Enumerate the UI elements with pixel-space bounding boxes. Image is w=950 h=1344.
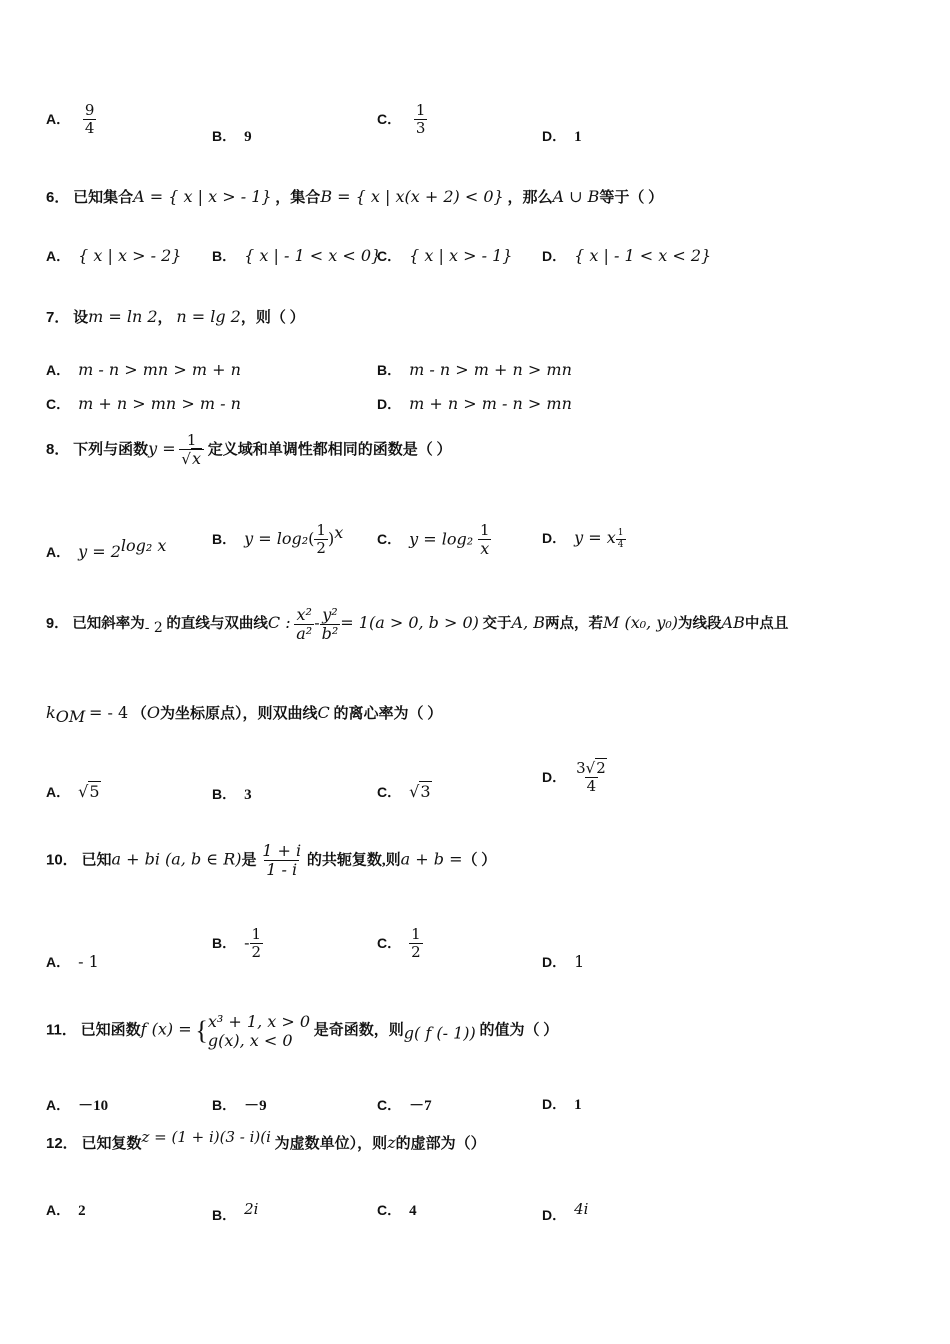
option-label: C．	[377, 934, 402, 951]
fraction: $\frac{1}{2}$	[251, 925, 262, 962]
option-label: D．	[542, 530, 567, 546]
option-value: －10	[78, 1098, 109, 1114]
question-text: 设	[73, 310, 89, 326]
q9-option-a[interactable]: A． √5	[46, 782, 100, 801]
q7-option-d[interactable]	[377, 394, 572, 414]
q10-option-a[interactable]	[46, 952, 99, 972]
piecewise: x³ + 1, x > 0 g(x), x < 0	[207, 1012, 311, 1050]
q8-option-c[interactable]	[377, 522, 491, 559]
option-label: B．	[212, 1207, 237, 1223]
math-sum: a + b =	[400, 849, 463, 869]
brace-icon: {	[195, 1016, 208, 1045]
math-subscript: OM	[55, 707, 86, 726]
math-midpoint: M (x₀, y₀)	[603, 613, 679, 633]
math-origin: O	[146, 703, 161, 722]
math-f: f (x) =	[140, 1019, 192, 1039]
exponent: log₂ x	[120, 536, 167, 555]
question-text: 是	[241, 852, 257, 869]
option-label: A．	[46, 1097, 71, 1113]
question-text: 为坐标原点），则双曲线	[160, 706, 318, 722]
option-label: C．	[377, 248, 402, 264]
q12-option-b[interactable]	[212, 1200, 258, 1225]
question-text: 定义域和单调性都相同的函数是（ ）	[207, 441, 452, 458]
question-number: 8．	[46, 440, 70, 458]
option-label: B．	[212, 128, 237, 144]
question-text: （	[131, 706, 147, 722]
math-points: A, B	[511, 613, 546, 633]
question-text: 已知函数	[80, 1022, 141, 1039]
option-label: C．	[46, 396, 71, 412]
q8-option-b[interactable]: B． y = log₂( $\frac{1}{2}$ )$^x$	[212, 521, 344, 558]
option-label: A．	[46, 362, 71, 378]
option-label: C．	[377, 784, 402, 800]
q6-option-c[interactable]	[377, 246, 512, 266]
exponent: x	[334, 522, 344, 542]
option-value: m - n > mn > m + n	[78, 360, 241, 379]
option-value: 2	[78, 1203, 86, 1219]
q10-option-b[interactable]	[212, 926, 263, 962]
question-text: 的虚部为（）	[395, 1136, 486, 1152]
question-text: 已知斜率为	[72, 616, 145, 633]
option-label: C．	[377, 1097, 402, 1113]
option-value: y = log₂	[409, 529, 474, 549]
option-value: 4	[409, 1203, 417, 1219]
math-c: C	[317, 703, 330, 722]
q6-option-b[interactable]	[212, 246, 381, 266]
option-label: C．	[377, 531, 402, 548]
q5-option-b[interactable]	[212, 126, 252, 146]
question-text: 的离心率为（ ）	[333, 706, 443, 722]
question-text: 已知	[81, 852, 112, 869]
question-text: （ ）	[462, 852, 497, 869]
fraction: $\frac{1}{3}$	[415, 101, 426, 138]
option-value: y = log₂	[244, 528, 309, 548]
math-composite: g( f (- 1))	[403, 1023, 476, 1043]
fraction: $\frac{1}{√x}$	[179, 432, 204, 469]
q6-option-a[interactable]	[46, 246, 181, 266]
option-label: D．	[542, 128, 567, 144]
q6-option-d[interactable]	[542, 246, 711, 266]
option-value: －7	[409, 1098, 432, 1114]
q12-option-c[interactable]	[377, 1200, 417, 1220]
option-value: 3	[420, 782, 431, 801]
option-value: { x | x > - 1}	[409, 246, 513, 265]
question-11	[46, 1012, 890, 1050]
option-value: 9	[244, 129, 252, 145]
question-text: 已知复数	[81, 1136, 142, 1152]
fraction: $\frac{1}{x}$	[479, 521, 490, 559]
option-value: 4i	[574, 1200, 589, 1218]
option-value: - 1	[78, 952, 99, 971]
option-value: y = 2	[78, 542, 121, 561]
option-label: A．	[46, 544, 71, 560]
question-number: 9．	[46, 616, 69, 633]
option-value: 1	[574, 1097, 582, 1113]
question-text: 两点，若	[545, 616, 604, 633]
question-text: ，集合	[275, 190, 321, 206]
q8-option-d[interactable]	[542, 528, 626, 550]
question-number: 7．	[46, 309, 70, 326]
option-label: D．	[542, 248, 567, 264]
option-value: { x | - 1 < x < 0}	[244, 246, 382, 265]
fraction: $\frac{\text{x²}}{\text{a²}}$	[296, 605, 313, 644]
math-union: A ∪ B	[552, 187, 600, 206]
option-label: B．	[212, 248, 237, 264]
option-label: B．	[377, 362, 402, 378]
option-label: A．	[46, 784, 71, 800]
option-label: D．	[542, 768, 567, 785]
option-label: A．	[46, 110, 71, 127]
option-value: m + n > m - n > mn	[409, 394, 572, 413]
math-k: k	[46, 703, 56, 722]
option-value: 3	[244, 787, 252, 803]
math-slope: - 2	[144, 620, 163, 637]
option-label: B．	[212, 934, 237, 951]
question-7	[46, 306, 890, 327]
fraction: $\frac{1}{2}$	[316, 521, 326, 558]
question-text: 交于	[482, 616, 512, 633]
question-text: 的值为（ ）	[479, 1022, 559, 1039]
math-value: = - 4	[88, 703, 129, 722]
question-8	[46, 432, 890, 469]
option-label: B．	[212, 1097, 237, 1113]
q9-option-b[interactable]	[212, 784, 252, 804]
math-set-b: B = { x | x(x + 2) < 0}	[320, 187, 504, 206]
option-label: B．	[212, 530, 237, 547]
question-text: 下列与函数	[73, 441, 149, 458]
q7-option-a[interactable]	[46, 360, 241, 380]
question-text: 的共轭复数,则	[306, 852, 401, 869]
question-12	[46, 1128, 890, 1153]
question-text: ，	[157, 310, 173, 326]
question-number: 12．	[46, 1135, 78, 1152]
q7-option-c[interactable]	[46, 394, 241, 414]
q11-option-b[interactable]	[212, 1094, 267, 1115]
q5-option-a[interactable]	[46, 102, 96, 138]
fraction: $\frac{9}{4}$	[84, 101, 95, 138]
math-set-a: A = { x | x > - 1}	[133, 187, 272, 206]
math-complex: a + bi (a, b ∈ R)	[111, 849, 242, 869]
option-value: 1	[574, 952, 585, 971]
math-n: n = lg 2	[176, 307, 241, 326]
option-label: C．	[377, 1202, 402, 1218]
question-10	[46, 842, 890, 880]
option-value: 1	[574, 129, 582, 145]
option-label: A．	[46, 1202, 71, 1218]
q11-option-c[interactable]	[377, 1094, 432, 1115]
option-value: －9	[244, 1098, 267, 1114]
option-value: { x | - 1 < x < 2}	[574, 246, 712, 265]
question-number: 10．	[46, 851, 78, 869]
question-6	[46, 186, 890, 207]
sqrt-radicand: x	[191, 449, 201, 469]
option-value: 5	[89, 782, 100, 801]
question-text: 等于（ ）	[599, 190, 664, 206]
question-number: 11．	[46, 1021, 77, 1039]
q9-option-d[interactable]	[542, 760, 609, 796]
fraction: $\frac{1 + i}{1 - i}$	[262, 841, 302, 880]
q12-option-d[interactable]	[542, 1200, 588, 1225]
math-segment: AB	[721, 613, 745, 633]
option-label: C．	[377, 110, 402, 127]
math-hyperbola: C :	[267, 613, 291, 633]
fraction: $\frac{1}{2}$	[411, 925, 421, 962]
q5-option-d[interactable]	[542, 126, 582, 146]
option-label: D．	[377, 396, 402, 412]
option-value: 2i	[244, 1200, 259, 1218]
math-m: m = ln 2	[88, 307, 158, 326]
exponent-fraction: $\frac{1}{4}$	[617, 528, 624, 550]
option-value: m - n > m + n > mn	[409, 360, 572, 379]
question-text: 为虚数单位），则	[274, 1136, 388, 1152]
math-z-var: z	[387, 1133, 396, 1152]
option-value: { x | x > - 2}	[78, 246, 182, 265]
question-9-line-2	[46, 702, 890, 726]
q7-option-b[interactable]	[377, 360, 572, 380]
question-text: 中点且	[744, 616, 789, 633]
q5-option-c[interactable]	[377, 102, 427, 138]
question-9: 9． 已知斜率为$_{- 2}$ 的直线与双曲线C : $\frac{\text{x²}}{\text{a²}}$ - $\frac{\text{y²}}{\text{b²}}$ = 1(a > 0, b > 0) 交于A, B两点，若M (x₀, y₀)为线段AB中点且	[46, 605, 789, 644]
math-condition: = 1(a > 0, b > 0)	[340, 613, 479, 633]
option-label: A．	[46, 954, 71, 970]
question-text: 的直线与双曲线	[166, 616, 268, 633]
question-text: ，那么	[507, 190, 553, 206]
math-z: z = (1 + i)(3 - i)(i	[141, 1128, 271, 1146]
q11-option-a[interactable]	[46, 1094, 108, 1115]
sign: -	[244, 932, 250, 952]
option-label: D．	[542, 1096, 567, 1112]
fraction: $\frac{\text{y²}}{\text{b²}}$	[321, 605, 339, 644]
option-label: D．	[542, 954, 567, 970]
question-text: 已知集合	[73, 190, 134, 206]
q9-option-c[interactable]: C． √3	[377, 782, 431, 801]
option-value: y = x	[574, 528, 616, 547]
option-label: B．	[212, 786, 237, 802]
option-label: A．	[46, 248, 71, 264]
question-number: 6．	[46, 189, 70, 206]
question-text: 为线段	[678, 616, 722, 633]
option-label: D．	[542, 1207, 567, 1223]
q8-option-a[interactable]	[46, 536, 166, 562]
q11-option-d[interactable]	[542, 1094, 582, 1114]
question-text: 是奇函数，则	[313, 1022, 404, 1039]
option-value: m + n > mn > m - n	[78, 394, 241, 413]
q10-option-d[interactable]	[542, 952, 584, 972]
math-y-eq: y =	[148, 438, 176, 458]
fraction: $\frac{3√2}{4}$	[576, 759, 606, 796]
q12-option-a[interactable]	[46, 1200, 86, 1220]
question-text: ，则（ ）	[240, 310, 305, 326]
q10-option-c[interactable]	[377, 926, 423, 962]
